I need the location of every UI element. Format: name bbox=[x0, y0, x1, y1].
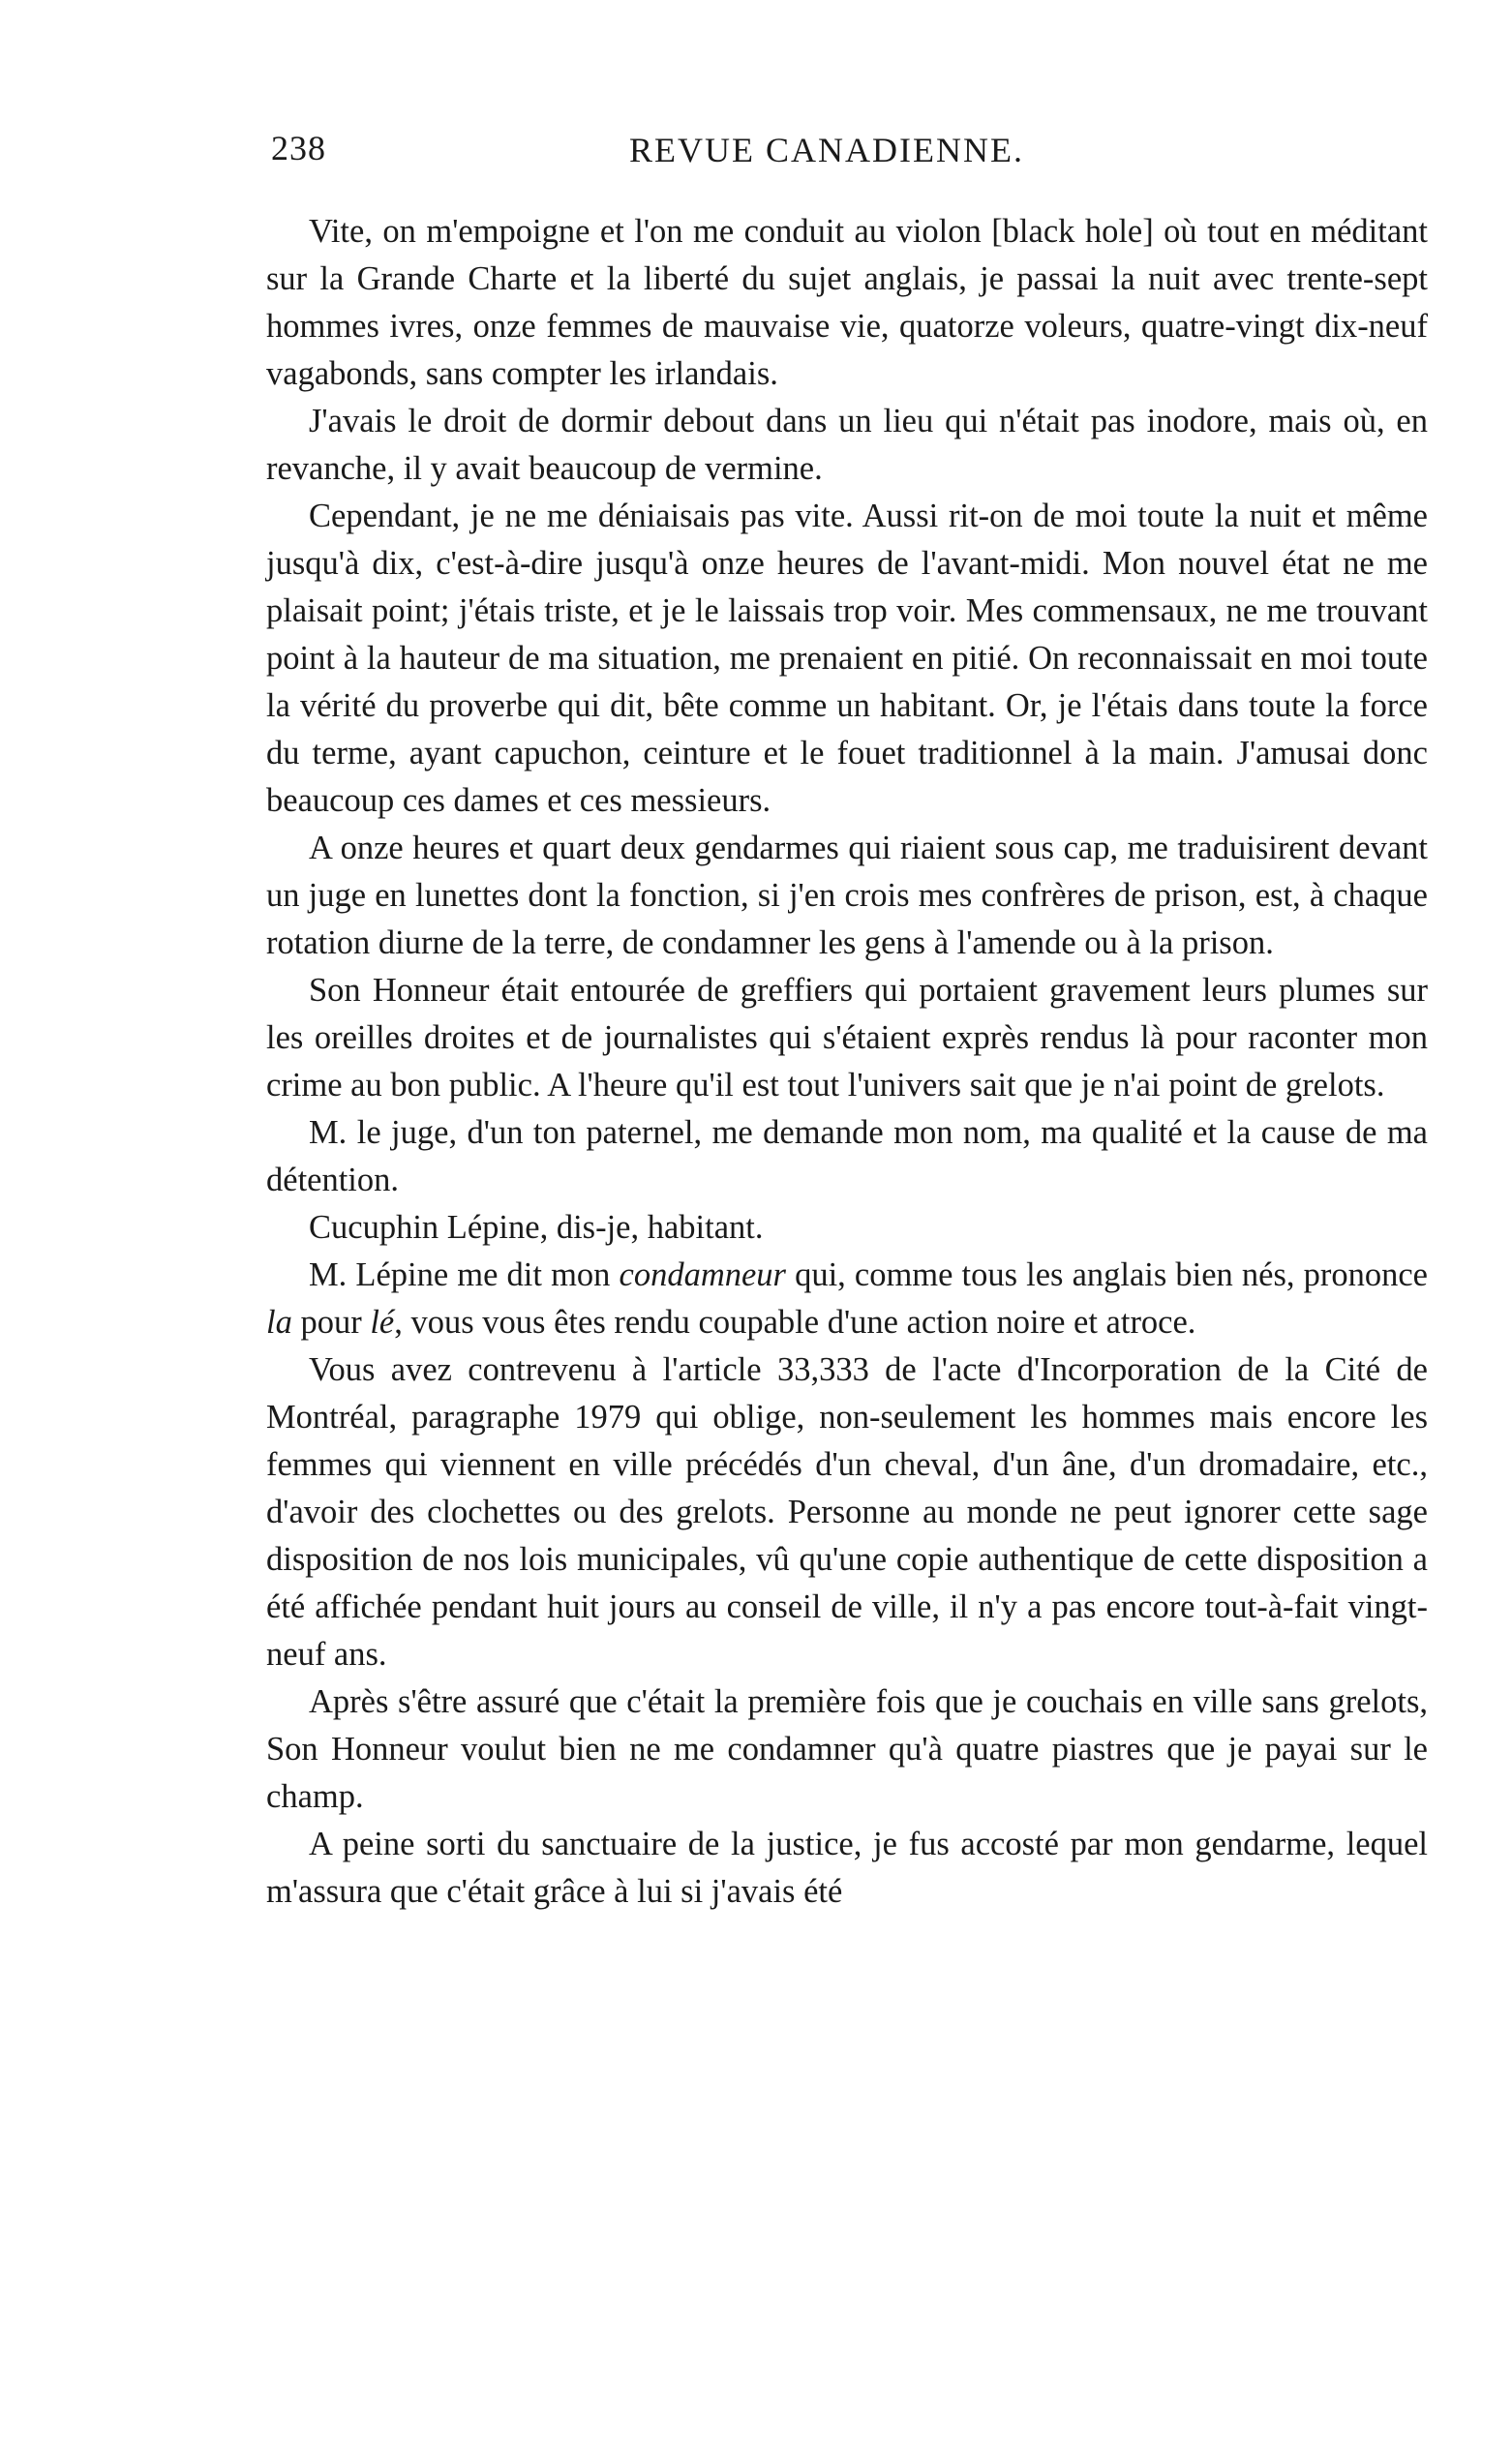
paragraph: Vite, on m'empoigne et l'on me conduit au violon [black hole] où tout en méditant sur la Grande Charte et la liberté du sujet anglais, je passai la nuit avec trente-sept hommes ivres, onze femmes de mauvaise vie, quatorze voleurs, quatre-vingt dix-neuf vagabonds, sans compter les irlandais. bbox=[266, 213, 1428, 392]
paragraph: M. le juge, d'un ton paternel, me demande mon nom, ma qualité et la cause de ma détention. bbox=[266, 1114, 1428, 1198]
running-header bbox=[271, 128, 1433, 176]
paragraph-text: qui, comme tous les anglais bien nés, prononce bbox=[785, 1256, 1428, 1293]
paragraph: A peine sorti du sanctuaire de la justice, je fus accosté par mon gendarme, lequel m'assura que c'était grâce à lui si j'avais été bbox=[266, 1826, 1428, 1910]
paragraph-text: pour bbox=[291, 1304, 371, 1341]
paragraph: Cependant, je ne me déniaisais pas vite. Aussi rit-on de moi toute la nuit et même jusqu'à dix, c'est-à-dire jusqu'à onze heures de l'avant-midi. Mon nouvel état ne me plaisait point; j'étais triste, et je le laissais trop voir. Mes commensaux, ne me trouvant point à la hauteur de ma situation, me prenaient en pitié. On reconnaissait en moi toute la vérité du proverbe qui dit, bête comme un habitant. Or, je l'étais dans toute la force du terme, ayant capuchon, ceinture et le fouet traditionnel à la main. J'amusai donc beaucoup ces dames et ces messieurs. bbox=[266, 498, 1428, 819]
paragraph: J'avais le droit de dormir debout dans un lieu qui n'était pas inodore, mais où, en revanche, il y avait beaucoup de vermine. bbox=[266, 403, 1428, 487]
paragraph: A onze heures et quart deux gendarmes qui riaient sous cap, me traduisirent devant un juge en lunettes dont la fonction, si j'en crois mes confrères de prison, est, à chaque rotation diurne de la terre, de condamner les gens à l'amende ou à la prison. bbox=[266, 830, 1428, 961]
paragraph: Cucuphin Lépine, dis-je, habitant. bbox=[309, 1209, 764, 1246]
page-number: 238 bbox=[271, 129, 326, 167]
paragraph: Vous avez contrevenu à l'article 33,333 de l'acte d'Incorporation de la Cité de Montréal, paragraphe 1979 qui oblige, non-seulement les hommes mais encore les femmes qui viennent en ville précédés d'un cheval, d'un âne, d'un dromadaire, etc., d'avoir des clochettes ou des grelots. Personne au monde ne peut ignorer cette sage disposition de nos lois municipales, vû qu'une copie authentique de cette disposition a été affichée pendant huit jours au conseil de ville, il n'y a pas encore tout-à-fait vingt-neuf ans. bbox=[266, 1351, 1428, 1673]
paragraph bbox=[266, 1252, 1428, 1346]
paragraph: Son Honneur était entourée de greffiers qui portaient gravement leurs plumes sur les oreilles droites et de journalistes qui s'étaient exprès rendus là pour raconter mon crime au bon public. A l'heure qu'il est tout l'univers sait que je n'ai point de grelots. bbox=[266, 972, 1428, 1104]
paragraph: Après s'être assuré que c'était la première fois que je couchais en ville sans grelots, Son Honneur voulut bien ne me condamner qu'à quatre piastres que je payai sur le champ. bbox=[266, 1683, 1428, 1815]
running-title: REVUE CANADIENNE. bbox=[629, 131, 1024, 169]
italic-word: la bbox=[266, 1304, 292, 1341]
italic-word: condamneur bbox=[619, 1256, 786, 1293]
paragraph-text: M. Lépine me dit mon bbox=[309, 1256, 620, 1293]
body-text bbox=[266, 208, 1428, 1916]
italic-word: lé bbox=[370, 1304, 395, 1341]
paragraph-text: , vous vous êtes rendu coupable d'une action noire et atroce. bbox=[394, 1304, 1196, 1341]
